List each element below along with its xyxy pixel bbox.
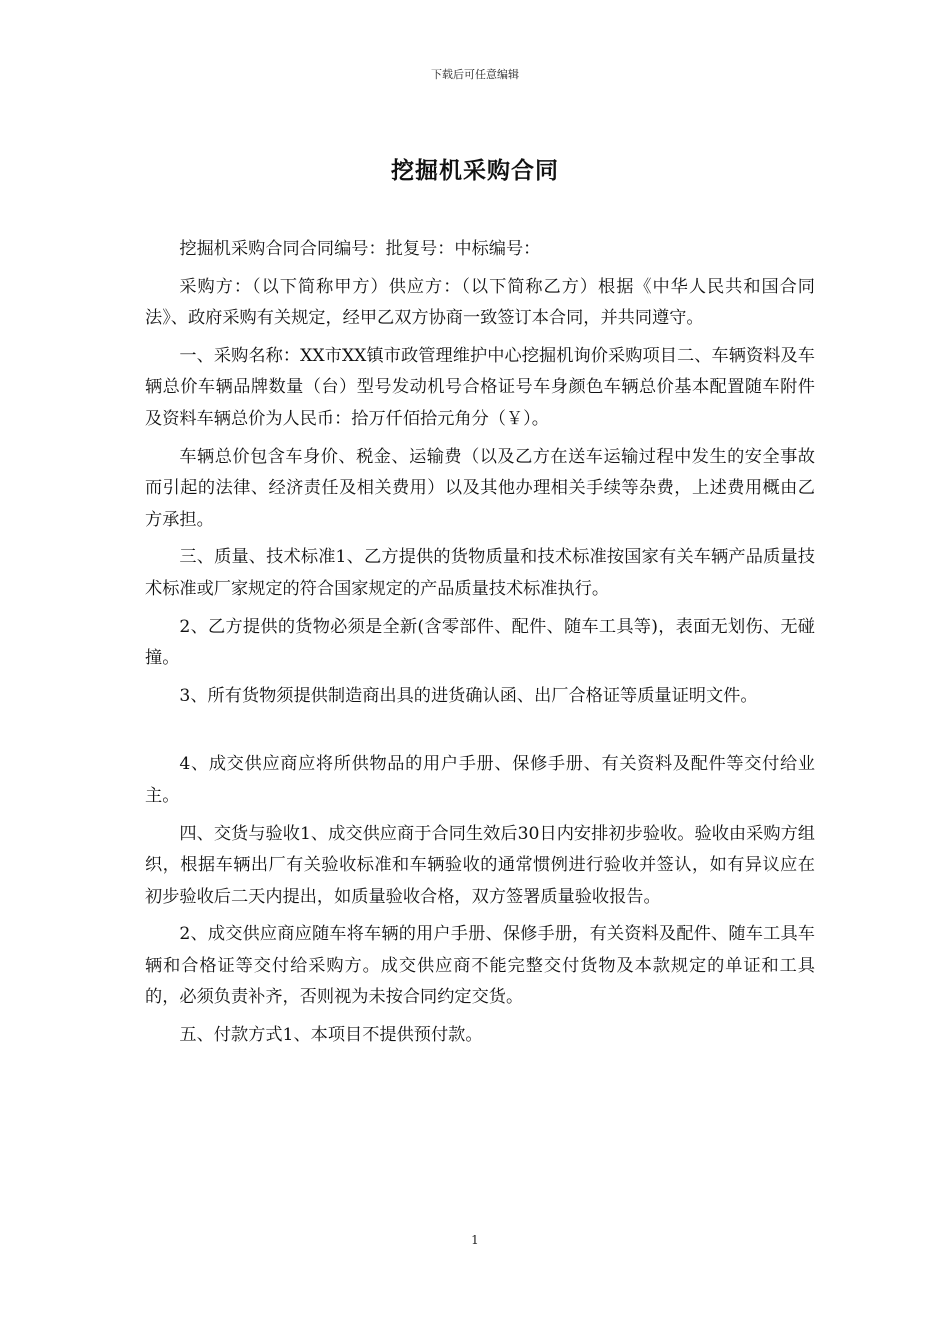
quality-item-3: 3、所有货物须提供制造商出具的进货确认函、出厂合格证等质量证明文件。 (179, 685, 758, 706)
section-4-delivery-acceptance: 四、交货与验收1、成交供应商于合同生效后30日内安排初步验收。验收由采购方组织，根据车辆出厂有关验收标准和车辆验收的通常惯例进行验收并签认，如有异议应在初步验收后二天内提出，如质量验收合格，双方签署质量验收报告。 (145, 823, 815, 907)
document-body (145, 234, 815, 1052)
total-price-paragraph: 车辆总价包含车身价、税金、运输费（以及乙方在送车运输过程中发生的安全事故而引起的法律、经济责任及相关费用）以及其他办理相关手续等杂费，上述费用概由乙方承担。 (145, 446, 815, 530)
section-1-procurement-name: 一、采购名称：XX市XX镇市政管理维护中心挖掘机询价采购项目二、车辆资料及车辆总价车辆品牌数量（台）型号发动机号合格证号车身颜色车辆总价基本配置随车附件及资料车辆总价为人民币：拾万仟佰拾元角分（￥）。 (145, 345, 815, 429)
quality-item-4: 4、成交供应商应将所供物品的用户手册、保修手册、有关资料及配件等交付给业主。 (145, 754, 815, 806)
quality-item-2: 2、乙方提供的货物必须是全新(含零部件、配件、随车工具等)，表面无划伤、无碰撞。 (145, 616, 815, 669)
delivery-item-2: 2、成交供应商应随车将车辆的用户手册、保修手册，有关资料及配件、随车工具车辆和合格证等交付给采购方。成交供应商不能完整交付货物及本款规定的单证和工具的，必须负责补齐，否则视为未按合同约定交货。 (145, 924, 815, 1008)
page-number: 1 (471, 1233, 479, 1247)
document-title: 挖掘机采购合同 (391, 158, 559, 184)
section-3-quality-standards: 三、质量、技术标准1、乙方提供的货物质量和技术标准按国家有关车辆产品质量技术标准或厂家规定的符合国家规定的产品质量技术标准执行。 (145, 547, 815, 599)
parties-paragraph: 采购方：（以下简称甲方）供应方：（以下简称乙方）根据《中华人民共和国合同法》、政府采购有关规定，经甲乙双方协商一致签订本合同，并共同遵守。 (145, 276, 815, 329)
header-note: 下载后可任意编辑 (431, 68, 519, 81)
contract-number-line: 挖掘机采购合同合同编号：批复号：中标编号： (179, 239, 541, 259)
section-5-payment: 五、付款方式1、本项目不提供预付款。 (179, 1025, 483, 1046)
